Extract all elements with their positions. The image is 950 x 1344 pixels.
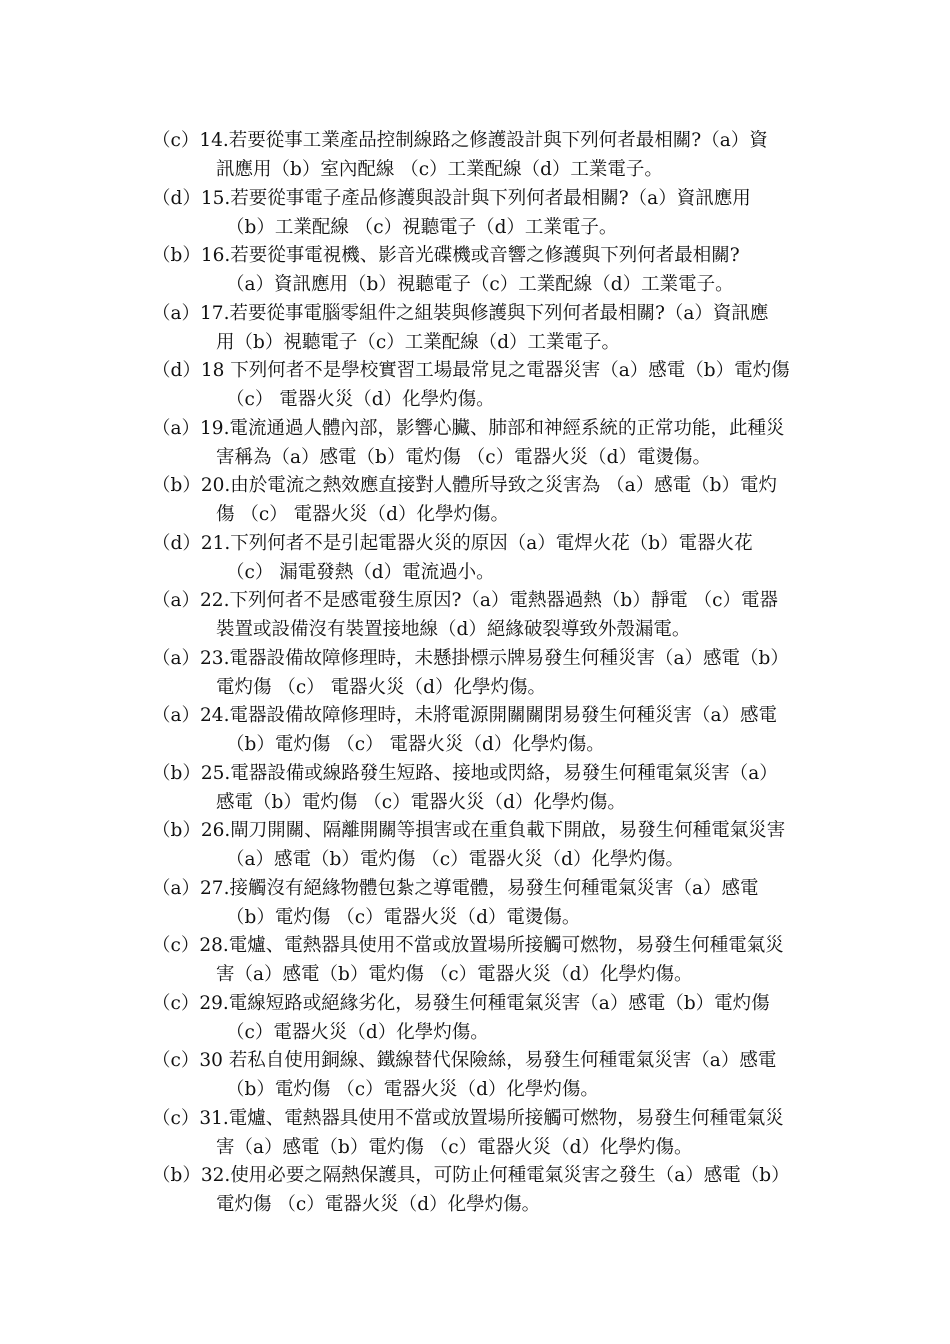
answer-key: （c） — [152, 130, 200, 151]
question-item — [152, 1161, 812, 1219]
question-line-1 — [152, 529, 812, 558]
answer-key: （a） — [152, 417, 201, 439]
question-item — [152, 816, 812, 874]
question-item — [152, 586, 812, 644]
answer-key: （d） — [152, 360, 201, 381]
question-text: 17.若要從事電腦零組件之組裝與修護與下列何者最相關?（a）資訊應 — [200, 302, 769, 324]
question-line-1 — [152, 701, 812, 730]
answer-key: （a） — [152, 590, 201, 611]
question-text: 26.閘刀開關、隔離開關等損害或在重負載下開啟，易發生何種電氣災害 — [200, 820, 786, 841]
question-line-1 — [152, 299, 812, 328]
question-line-2: 感電（b）電灼傷 （c）電器火災（d）化學灼傷。 — [216, 791, 626, 813]
question-line-2: （a）感電（b）電灼傷 （c）電器火災（d）化學灼傷。 — [226, 849, 684, 870]
question-line-1 — [152, 241, 812, 270]
question-line-1 — [152, 586, 812, 615]
question-line-1 — [152, 414, 812, 443]
question-item — [152, 1046, 812, 1104]
question-line-1 — [152, 759, 812, 788]
question-line-2: 害（a）感電（b）電灼傷 （c）電器火災（d）化學灼傷。 — [216, 964, 693, 985]
question-text: 24.電器設備故障修理時，未將電源開關關閉易發生何種災害（a）感電 — [200, 705, 777, 726]
question-line-1 — [152, 126, 812, 155]
question-item — [152, 414, 812, 472]
question-line-2: 裝置或設備沒有裝置接地線（d）絕緣破裂導致外殼漏電。 — [216, 619, 691, 640]
question-item — [152, 701, 812, 759]
question-line-2: （a）資訊應用（b）視聽電子（c）工業配線（d）工業電子。 — [226, 274, 734, 295]
question-line-2: 訊應用（b）室內配線 （c）工業配線（d）工業電子。 — [216, 159, 663, 180]
question-item — [152, 184, 812, 242]
question-line-2: 害（a）感電（b）電灼傷 （c）電器火災（d）化學灼傷。 — [216, 1136, 693, 1158]
question-text: 25.電器設備或線路發生短路、接地或閃絡，易發生何種電氣災害（a） — [200, 762, 778, 784]
question-text: 30 若私自使用銅線、鐵線替代保險絲，易發生何種電氣災害（a）感電 — [199, 1050, 777, 1071]
question-line-1 — [152, 471, 812, 500]
question-item — [152, 759, 812, 817]
question-item — [152, 644, 812, 702]
answer-key: （a） — [152, 877, 201, 899]
question-text: 32.使用必要之隔熱保護具，可防止何種電氣災害之發生（a）感電（b） — [200, 1165, 790, 1186]
question-text: 16.若要從事電視機、影音光碟機或音響之修護與下列何者最相關? — [200, 245, 740, 266]
answer-key: （b） — [152, 762, 201, 784]
question-item — [152, 529, 812, 587]
question-line-2: （b）工業配線 （c）視聽電子（d）工業電子。 — [226, 216, 618, 238]
question-line-2: （c） 電器火災（d）化學灼傷。 — [226, 389, 495, 410]
question-item — [152, 874, 812, 932]
question-line-2: 電灼傷 （c） 電器火災（d）化學灼傷。 — [216, 676, 546, 698]
question-line-1 — [152, 644, 812, 673]
question-text: 18 下列何者不是學校實習工場最常見之電器災害（a）感電（b）電灼傷 — [200, 360, 790, 381]
question-line-1 — [152, 184, 812, 213]
question-text: 31.電爐、電熱器具使用不當或放置場所接觸可燃物，易發生何種電氣災 — [199, 1107, 784, 1129]
answer-key: （c） — [152, 935, 200, 956]
question-line-1 — [152, 874, 812, 903]
question-line-2: 傷 （c） 電器火災（d）化學灼傷。 — [216, 504, 509, 525]
answer-key: （a） — [152, 302, 201, 324]
answer-key: （a） — [152, 705, 201, 726]
question-item — [152, 241, 812, 299]
answer-key: （b） — [152, 1165, 201, 1186]
question-line-1 — [152, 356, 812, 385]
question-text: 19.電流通過人體內部，影響心臟、肺部和神經系統的正常功能，此種災 — [200, 417, 785, 439]
question-line-2: （b）電灼傷 （c）電器火災（d）化學灼傷。 — [226, 1079, 599, 1100]
question-line-2: （c） 漏電發熱（d）電流過小。 — [226, 561, 495, 583]
answer-key: （b） — [152, 245, 201, 266]
question-line-1 — [152, 1104, 812, 1133]
answer-key: （d） — [152, 532, 201, 554]
answer-key: （b） — [152, 475, 201, 496]
question-text: 14.若要從事工業產品控制線路之修護設計與下列何者最相關?（a）資 — [199, 130, 768, 151]
question-line-1 — [152, 1046, 812, 1075]
answer-key: （c） — [152, 992, 200, 1014]
question-item — [152, 931, 812, 989]
question-line-2: 用（b）視聽電子（c）工業配線（d）工業電子。 — [216, 331, 621, 353]
question-item — [152, 1104, 812, 1162]
answer-key: （a） — [152, 647, 201, 669]
question-text: 27.接觸沒有絕緣物體包紮之導電體，易發生何種電氣災害（a）感電 — [200, 877, 759, 899]
question-text: 15.若要從事電子產品修護與設計與下列何者最相關?（a）資訊應用 — [200, 187, 751, 209]
question-line-2: （b）電灼傷 （c）電器火災（d）電燙傷。 — [226, 906, 581, 928]
question-line-1 — [152, 1161, 812, 1190]
question-text: 20.由於電流之熱效應直接對人體所导致之災害為 （a）感電（b）電灼 — [200, 475, 778, 496]
question-text: 28.電爐、電熱器具使用不當或放置場所接觸可燃物，易發生何種電氣災 — [199, 935, 784, 956]
answer-key: （d） — [152, 187, 201, 209]
question-line-2: 害稱為（a）感電（b）電灼傷 （c）電器火災（d）電燙傷。 — [216, 446, 711, 468]
question-line-1 — [152, 989, 812, 1018]
question-item — [152, 299, 812, 357]
question-item — [152, 126, 812, 184]
question-item — [152, 471, 812, 529]
answer-key: （c） — [152, 1107, 200, 1129]
answer-key: （b） — [152, 820, 201, 841]
question-line-2: （b）電灼傷 （c） 電器火災（d）化學灼傷。 — [226, 734, 605, 755]
question-text: 21.下列何者不是引起電器火災的原因（a）電焊火花（b）電器火花 — [200, 532, 753, 554]
question-item — [152, 356, 812, 414]
question-text: 29.電線短路或絕緣劣化，易發生何種電氣災害（a）感電（b）電灼傷 — [199, 992, 770, 1014]
question-line-2: （c）電器火災（d）化學灼傷。 — [226, 1021, 489, 1043]
answer-key: （c） — [152, 1050, 200, 1071]
question-line-2: 電灼傷 （c）電器火災（d）化學灼傷。 — [216, 1194, 541, 1215]
question-text: 23.電器設備故障修理時，未懸掛標示牌易發生何種災害（a）感電（b） — [200, 647, 789, 669]
question-text: 22.下列何者不是感電發生原因?（a）電熱器過熱（b）靜電 （c）電器 — [200, 590, 778, 611]
question-line-1 — [152, 816, 812, 845]
question-line-1 — [152, 931, 812, 960]
question-item — [152, 989, 812, 1047]
